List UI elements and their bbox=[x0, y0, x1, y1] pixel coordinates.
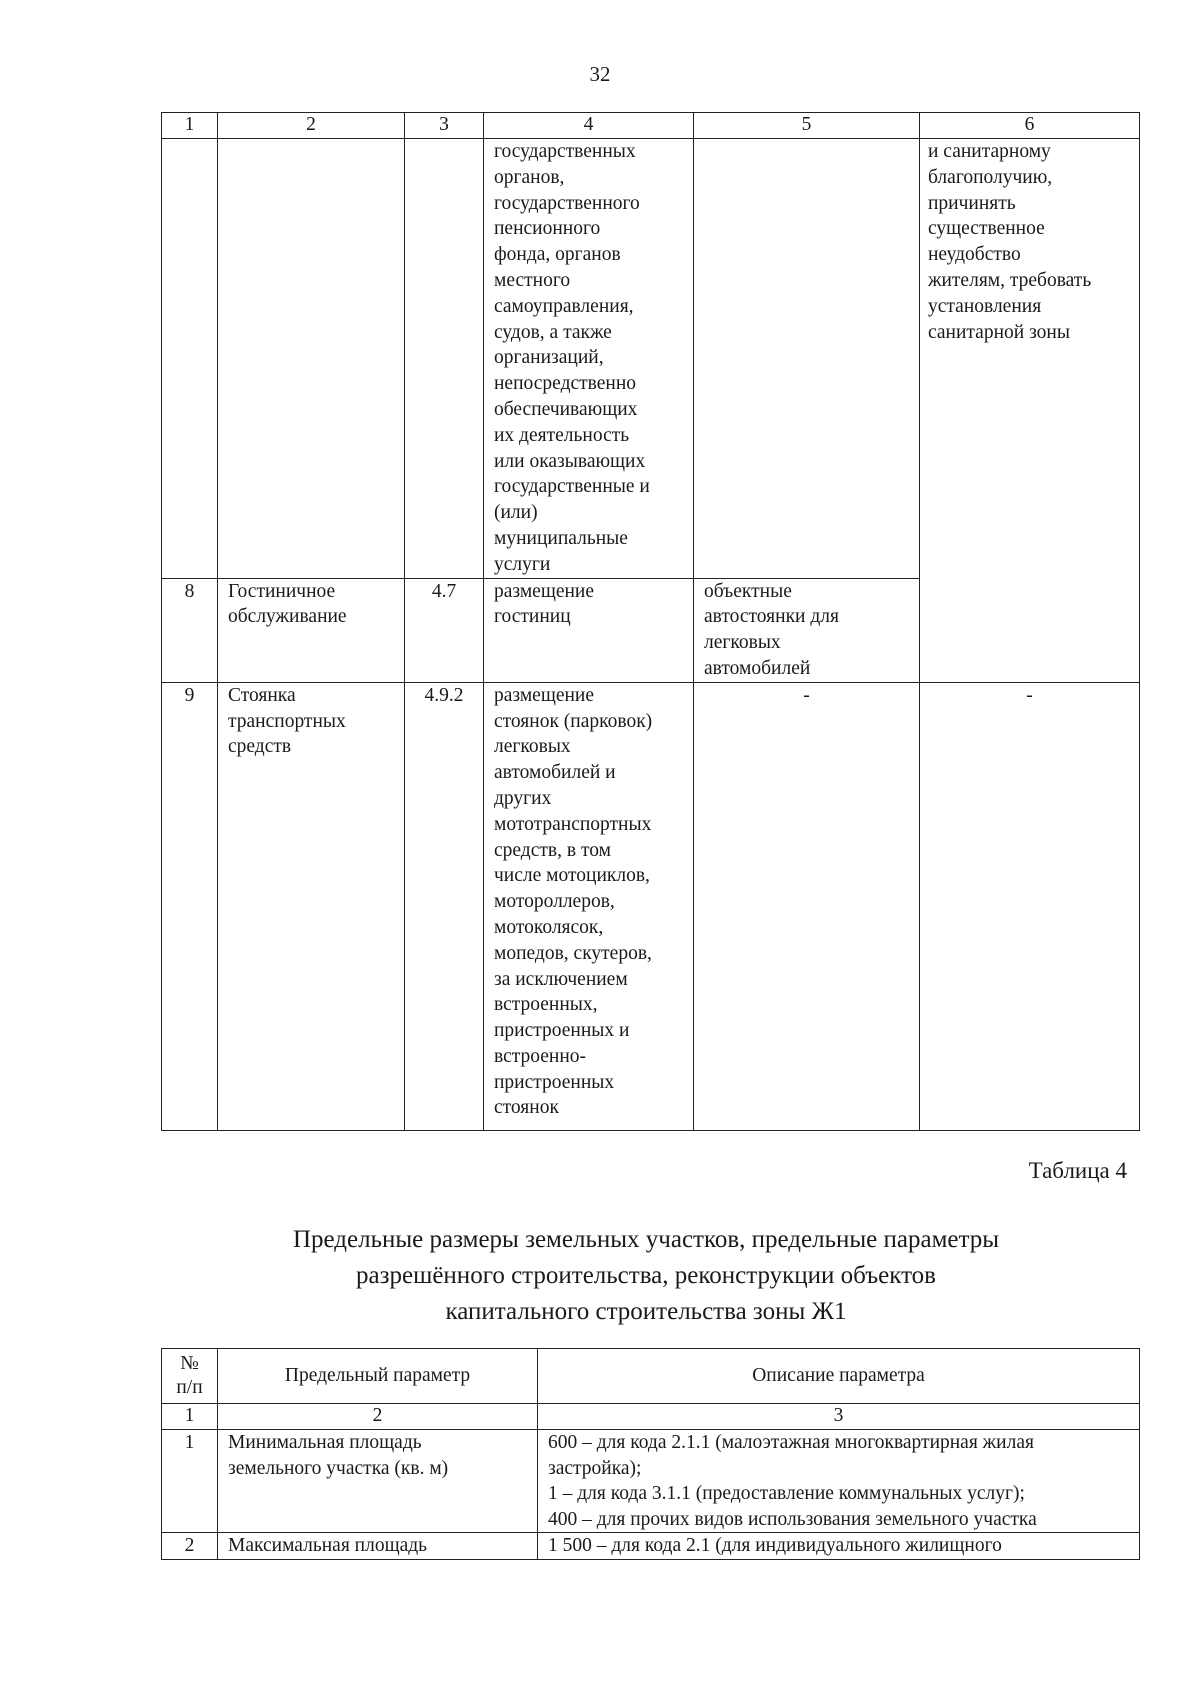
header-parameter: Предельный параметр bbox=[218, 1349, 538, 1404]
use-name: Стоянка транспортных средств bbox=[218, 682, 405, 1130]
table-row bbox=[162, 1430, 1140, 1533]
parameter-name: Минимальная площадь земельного участка (кв. м) bbox=[218, 1430, 538, 1533]
use-description: размещение стоянок (парковок) легковых автомобилей и других мототранспортных средств, в том числе мотоциклов, мотороллеров, мотоколясок, мопедов, скутеров, за исключением встроенных, пристроенных и встроенно- пристроенных стоянок bbox=[484, 682, 694, 1130]
parameters-table bbox=[161, 1348, 1140, 1560]
use-code: 4.7 bbox=[405, 578, 484, 682]
header-cell: 1 bbox=[162, 113, 218, 139]
parameter-name: Максимальная площадь bbox=[218, 1533, 538, 1560]
auxiliary-use bbox=[694, 139, 920, 579]
use-code bbox=[405, 139, 484, 579]
table-caption: Таблица 4 bbox=[1028, 1158, 1127, 1183]
header-cell: 1 bbox=[162, 1404, 218, 1430]
auxiliary-use: - bbox=[694, 682, 920, 1130]
use-name: Гостиничное обслуживание bbox=[218, 578, 405, 682]
header-cell: 5 bbox=[694, 113, 920, 139]
land-use-table bbox=[161, 112, 1140, 1131]
header-cell: 4 bbox=[484, 113, 694, 139]
table-title: Предельные размеры земельных участков, предельные параметры разрешённого строительства, реконструкции объектов капитального строительства зоны Ж1 bbox=[292, 1226, 1000, 1325]
row-number: 2 bbox=[162, 1533, 218, 1560]
table-row bbox=[162, 139, 1140, 579]
header-cell: 2 bbox=[218, 1404, 538, 1430]
use-code: 4.9.2 bbox=[405, 682, 484, 1130]
table-header-row bbox=[162, 1349, 1140, 1404]
parameter-description: 600 – для кода 2.1.1 (малоэтажная многоквартирная жилая застройка); 1 – для кода 3.1.1 (предоставление коммунальных услуг); 400 – для прочих видов использования земельного участка bbox=[538, 1430, 1140, 1533]
row-number bbox=[162, 139, 218, 579]
auxiliary-use: объектные автостоянки для легковых автомобилей bbox=[694, 578, 920, 682]
use-description: государственных органов, государственного пенсионного фонда, органов местного самоуправления, судов, а также организаций, непосредственно обеспечивающих их деятельность или оказывающих государственные и (или) муниципальные услуги bbox=[484, 139, 694, 579]
row-number: 9 bbox=[162, 682, 218, 1130]
use-description: размещение гостиниц bbox=[484, 578, 694, 682]
header-cell: 3 bbox=[538, 1404, 1140, 1430]
restrictions: - bbox=[920, 682, 1140, 1130]
parameter-description: 1 500 – для кода 2.1 (для индивидуального жилищного bbox=[538, 1533, 1140, 1560]
row-number: 8 bbox=[162, 578, 218, 682]
header-cell: 2 bbox=[218, 113, 405, 139]
restrictions: и санитарному благополучию, причинять существенное неудобство жителям, требовать установления санитарной зоны bbox=[920, 139, 1140, 683]
row-number: 1 bbox=[162, 1430, 218, 1533]
header-description: Описание параметра bbox=[538, 1349, 1140, 1404]
header-cell: 3 bbox=[405, 113, 484, 139]
use-name bbox=[218, 139, 405, 579]
page-number: 32 bbox=[589, 62, 611, 86]
table-row bbox=[162, 1533, 1140, 1560]
table-header-row bbox=[162, 113, 1140, 139]
table-row bbox=[162, 682, 1140, 1130]
header-number: № п/п bbox=[162, 1349, 218, 1404]
header-cell: 6 bbox=[920, 113, 1140, 139]
table-header-numbers-row bbox=[162, 1404, 1140, 1430]
